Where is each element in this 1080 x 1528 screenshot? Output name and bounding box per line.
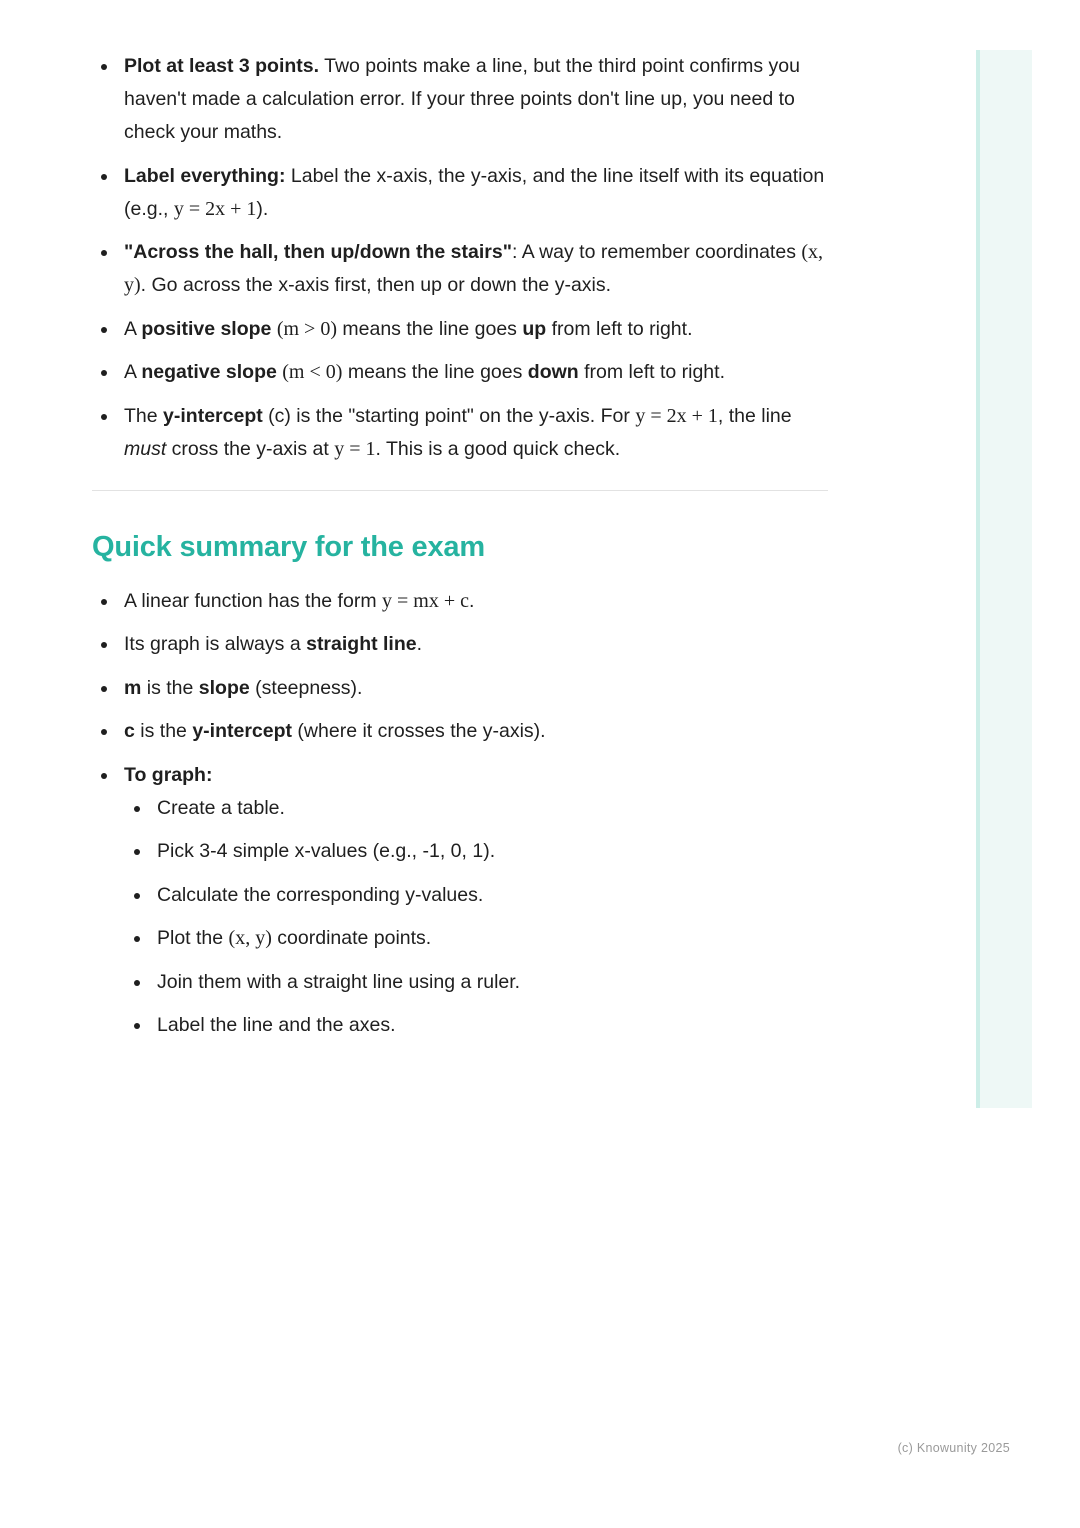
- math-expression: (m > 0): [276, 317, 337, 340]
- list-item: A negative slope (m < 0) means the line goes down from left to right.: [92, 356, 828, 389]
- sub-list-item: Create a table.: [124, 792, 828, 825]
- sub-list-item: Join them with a straight line using a ruler.: [124, 966, 828, 999]
- summary-list: [92, 585, 828, 1043]
- sub-list-item: Label the line and the axes.: [124, 1009, 828, 1042]
- list-item: c is the y-intercept (where it crosses the y-axis).: [92, 715, 828, 748]
- list-item: Label everything: Label the x-axis, the y-axis, and the line itself with its equation (e.g., y = 2x + 1).: [92, 160, 828, 226]
- list-item: The y-intercept (c) is the "starting point" on the y-axis. For y = 2x + 1, the line must cross the y-axis at y = 1. This is a good quick check.: [92, 400, 828, 466]
- list-item: A linear function has the form y = mx + c.: [92, 585, 828, 618]
- document-body: [92, 50, 828, 1053]
- math-expression: (m < 0): [282, 361, 343, 383]
- section-divider: [92, 490, 828, 491]
- math-expression: (x, y): [228, 927, 272, 949]
- math-expression: y = 1: [334, 437, 376, 460]
- list-item: m is the slope (steepness).: [92, 672, 828, 705]
- graph-steps-list: [124, 792, 828, 1043]
- side-panel: [976, 50, 1032, 1108]
- section-title: Quick summary for the exam: [92, 530, 485, 563]
- list-item: To graph: Create a table. Pick 3-4 simple x-values (e.g., -1, 0, 1). Calculate the corresponding y-values. Plot the (x, y) coordinate points. Join them with a straight line using a ruler. Label the line and the axes.: [92, 759, 828, 1043]
- math-expression: (x, y): [124, 241, 824, 296]
- sub-list-item: Plot the (x, y) coordinate points.: [124, 922, 828, 955]
- list-item: A positive slope (m > 0) means the line goes up from left to right.: [92, 313, 828, 346]
- sub-list-item: Pick 3-4 simple x-values (e.g., -1, 0, 1).: [124, 835, 828, 868]
- copyright-footer: (c) Knowunity 2025: [897, 1441, 1010, 1455]
- list-item: Plot at least 3 points. Two points make a line, but the third point confirms you haven't made a calculation error. If your three points don't line up, you need to check your maths.: [92, 50, 828, 149]
- list-item: Its graph is always a straight line.: [92, 628, 828, 661]
- tips-list: [92, 50, 828, 466]
- list-item: "Across the hall, then up/down the stairs": A way to remember coordinates (x, y). Go across the x-axis first, then up or down the y-axis.: [92, 236, 828, 302]
- math-expression: y = mx + c: [381, 589, 469, 612]
- math-expression: y = 2x + 1: [173, 197, 257, 220]
- sub-list-item: Calculate the corresponding y-values.: [124, 879, 828, 912]
- math-expression: y = 2x + 1: [635, 404, 718, 427]
